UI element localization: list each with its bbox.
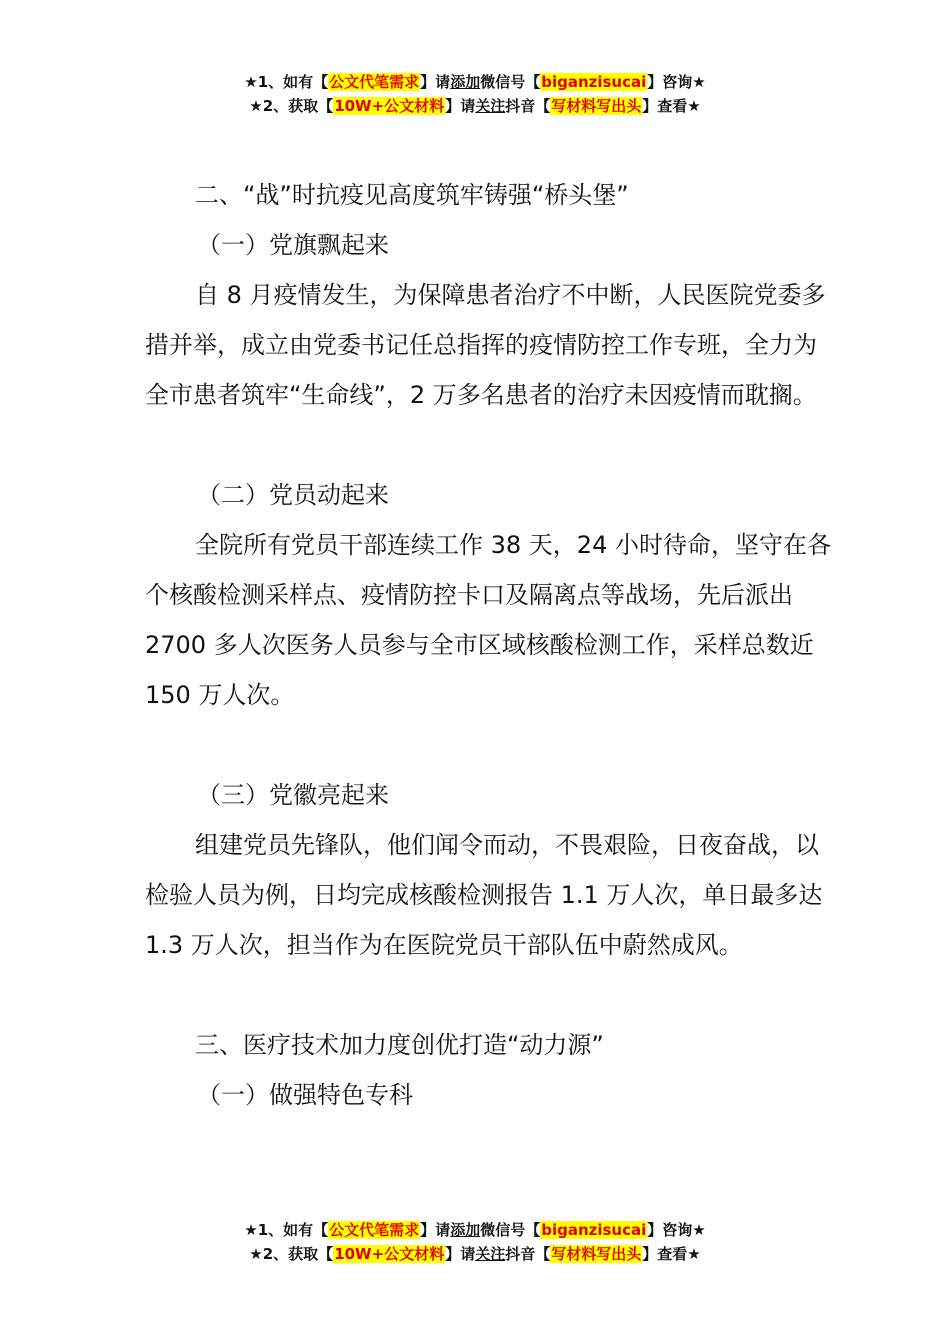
- banner-text: 】请: [445, 97, 476, 115]
- banner-highlight: 10W+公文材料: [334, 1245, 445, 1263]
- banner-highlight: 公文代笔需求: [329, 73, 420, 91]
- section-2-title: 二、“战”时抗疫见高度筑牢铸强“桥头堡”: [195, 181, 629, 209]
- banner-highlight: 写材料写出头: [551, 1245, 642, 1263]
- banner-highlight: 公文代笔需求: [329, 1221, 420, 1239]
- header-banner: [0, 70, 950, 118]
- banner-text: 】查看★: [642, 1245, 701, 1263]
- spacer: [145, 970, 835, 1020]
- section-3-sub-1-title: （一）做强特色专科: [197, 1081, 413, 1109]
- document-body: [145, 170, 835, 1120]
- spacer: [145, 720, 835, 770]
- section-2-sub-3-paragraph: 组建党员先锋队，他们闻令而动，不畏艰险，日夜奋战，以检验人员为例，日均完成核酸检测报告 1.1 万人次，单日最多达 1.3 万人次，担当作为在医院党员干部队伍中蔚然成风。: [145, 831, 823, 959]
- banner-text: 】查看★: [642, 97, 701, 115]
- banner-text: 】咨询★: [647, 73, 706, 91]
- banner-text: ★1、如有【: [244, 73, 329, 91]
- banner-text: ★2、获取【: [249, 97, 334, 115]
- section-2-sub-1-title: （一）党旗飘起来: [197, 231, 389, 259]
- banner-highlight: 10W+公文材料: [334, 97, 445, 115]
- banner-underline: 添加: [450, 73, 481, 91]
- section-2-sub-3-title: （三）党徽亮起来: [197, 781, 389, 809]
- banner-text: ★2、获取【: [249, 1245, 334, 1263]
- banner-highlight: biganzisucai: [541, 1221, 647, 1239]
- footer-banner: [0, 1218, 950, 1266]
- banner-text: 微信号【: [480, 73, 541, 91]
- section-2-sub-1-paragraph: 自 8 月疫情发生，为保障患者治疗不中断，人民医院党委多措并举，成立由党委书记任总指挥的疫情防控工作专班，全力为全市患者筑牢“生命线”，2 万多名患者的治疗未因疫情而耽搁。: [145, 281, 826, 409]
- section-2-sub-2-paragraph: 全院所有党员干部连续工作 38 天，24 小时待命，坚守在各个核酸检测采样点、疫情防控卡口及隔离点等战场，先后派出 2700 多人次医务人员参与全市区域核酸检测工作，采样总数近 150 万人次。: [145, 531, 831, 709]
- section-3-title: 三、医疗技术加力度创优打造“动力源”: [195, 1031, 604, 1059]
- section-2-sub-2-title: （二）党员动起来: [197, 481, 389, 509]
- banner-underline: 添加: [450, 1221, 481, 1239]
- banner-line-1: [0, 1218, 950, 1242]
- banner-line-2: [0, 1242, 950, 1266]
- banner-text: 】请: [420, 73, 451, 91]
- banner-text: 】请: [420, 1221, 451, 1239]
- banner-text: 抖音【: [505, 97, 551, 115]
- banner-line-1: [0, 70, 950, 94]
- banner-highlight: 写材料写出头: [551, 97, 642, 115]
- banner-highlight: biganzisucai: [541, 73, 647, 91]
- banner-line-2: [0, 94, 950, 118]
- banner-underline: 关注: [475, 1245, 506, 1263]
- banner-underline: 关注: [475, 97, 506, 115]
- banner-text: ★1、如有【: [244, 1221, 329, 1239]
- banner-text: 微信号【: [480, 1221, 541, 1239]
- spacer: [145, 420, 835, 470]
- banner-text: 】咨询★: [647, 1221, 706, 1239]
- banner-text: 抖音【: [505, 1245, 551, 1263]
- banner-text: 】请: [445, 1245, 476, 1263]
